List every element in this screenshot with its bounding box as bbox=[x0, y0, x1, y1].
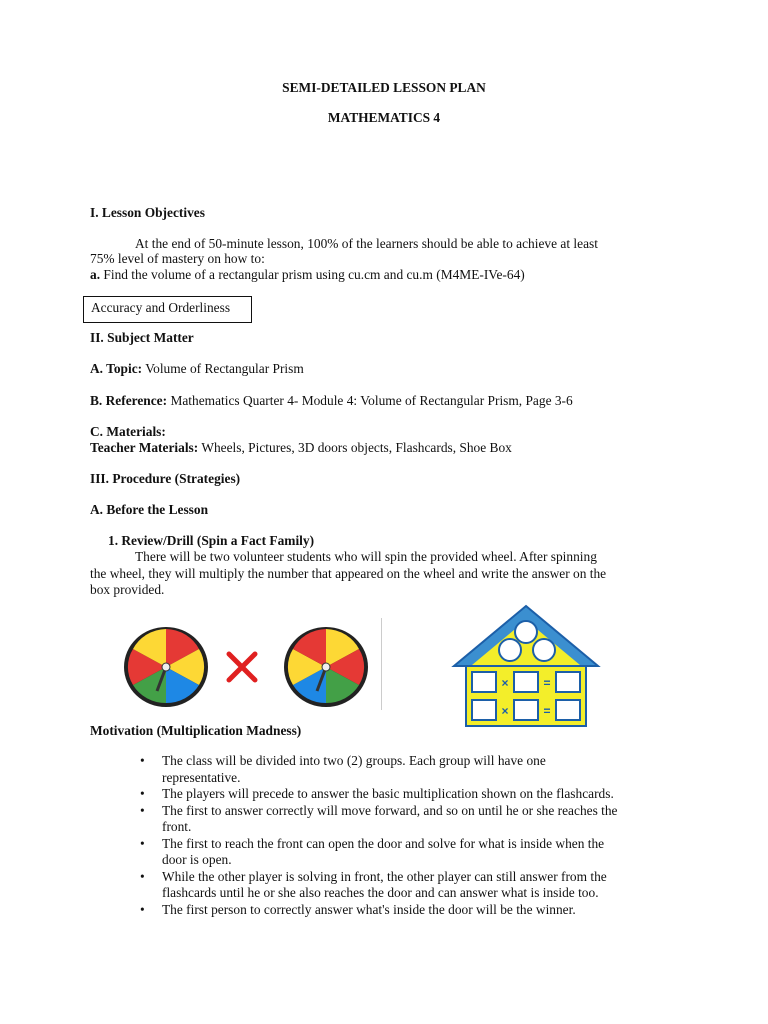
reference-line bbox=[90, 393, 573, 409]
materials-label: C. Materials: bbox=[90, 424, 166, 439]
list-item: • The first to reach the front can open the door and solve for what is inside when the door is open. bbox=[136, 836, 684, 869]
reference-value: Mathematics Quarter 4- Module 4: Volume of Rectangular Prism, Page 3-6 bbox=[170, 393, 573, 408]
teacher-materials-label: Teacher Materials: bbox=[90, 440, 199, 455]
list-item: • The players will precede to answer the basic multiplication shown on the flashcards. bbox=[136, 786, 684, 803]
teacher-materials-line bbox=[90, 440, 512, 456]
document-subject: MATHEMATICS 4 bbox=[327, 110, 441, 125]
objectives-intro-line2: 75% level of mastery on how to: bbox=[90, 251, 265, 266]
house-times-sign-1: × bbox=[501, 676, 509, 690]
house-times-sign-2: × bbox=[501, 704, 509, 718]
review-line2: the wheel, they will multiply the number that appeared on the wheel and write the answer on the bbox=[90, 566, 607, 581]
teacher-materials-value: Wheels, Pictures, 3D doors objects, Flashcards, Shoe Box bbox=[201, 440, 512, 455]
motivation-heading: Motivation (Multiplication Madness) bbox=[90, 723, 302, 738]
objectives-heading: I. Lesson Objectives bbox=[90, 205, 205, 220]
topic-label: A. Topic: bbox=[90, 361, 143, 376]
before-lesson-heading: A. Before the Lesson bbox=[90, 502, 209, 517]
illustration-divider bbox=[381, 618, 382, 710]
motivation-bullet-list bbox=[136, 753, 684, 918]
multiply-cross-icon bbox=[226, 651, 258, 683]
review-line1: There will be two volunteer students who will spin the provided wheel. After spinning bbox=[135, 549, 597, 564]
reference-label: B. Reference: bbox=[90, 393, 168, 408]
house-equals-sign-2: = bbox=[543, 704, 551, 718]
objective-item-a bbox=[90, 267, 525, 283]
topic-value: Volume of Rectangular Prism bbox=[145, 361, 304, 376]
value-box-text: Accuracy and Orderliness bbox=[91, 300, 231, 315]
house-equals-sign-1: = bbox=[543, 676, 551, 690]
review-heading: 1. Review/Drill (Spin a Fact Family) bbox=[108, 533, 315, 548]
list-item: • While the other player is solving in front, the other player can still answer from the flashcards until he or she also reaches the door and can answer what is inside too. bbox=[136, 869, 684, 902]
objective-item-a-text: Find the volume of a rectangular prism using cu.cm and cu.m (M4ME-IVe-64) bbox=[103, 267, 525, 282]
list-item: • The first person to correctly answer what's inside the door will be the winner. bbox=[136, 902, 684, 919]
topic-line bbox=[90, 361, 304, 377]
subject-matter-heading: II. Subject Matter bbox=[90, 330, 194, 345]
fact-family-house bbox=[452, 604, 600, 728]
value-box bbox=[83, 296, 252, 323]
review-line3: box provided. bbox=[90, 582, 165, 597]
list-item: • The first to answer correctly will move forward, and so on until he or she reaches the front. bbox=[136, 803, 684, 836]
list-item: • The class will be divided into two (2) groups. Each group will have one representative. bbox=[136, 753, 684, 786]
document-title: SEMI-DETAILED LESSON PLAN bbox=[282, 80, 486, 95]
procedure-heading: III. Procedure (Strategies) bbox=[90, 471, 241, 486]
spin-wheel-right bbox=[282, 625, 370, 709]
objective-item-a-label: a. bbox=[90, 267, 101, 282]
objectives-intro-line1: At the end of 50-minute lesson, 100% of the learners should be able to achieve at least bbox=[135, 236, 598, 251]
spin-wheel-left bbox=[122, 625, 210, 709]
